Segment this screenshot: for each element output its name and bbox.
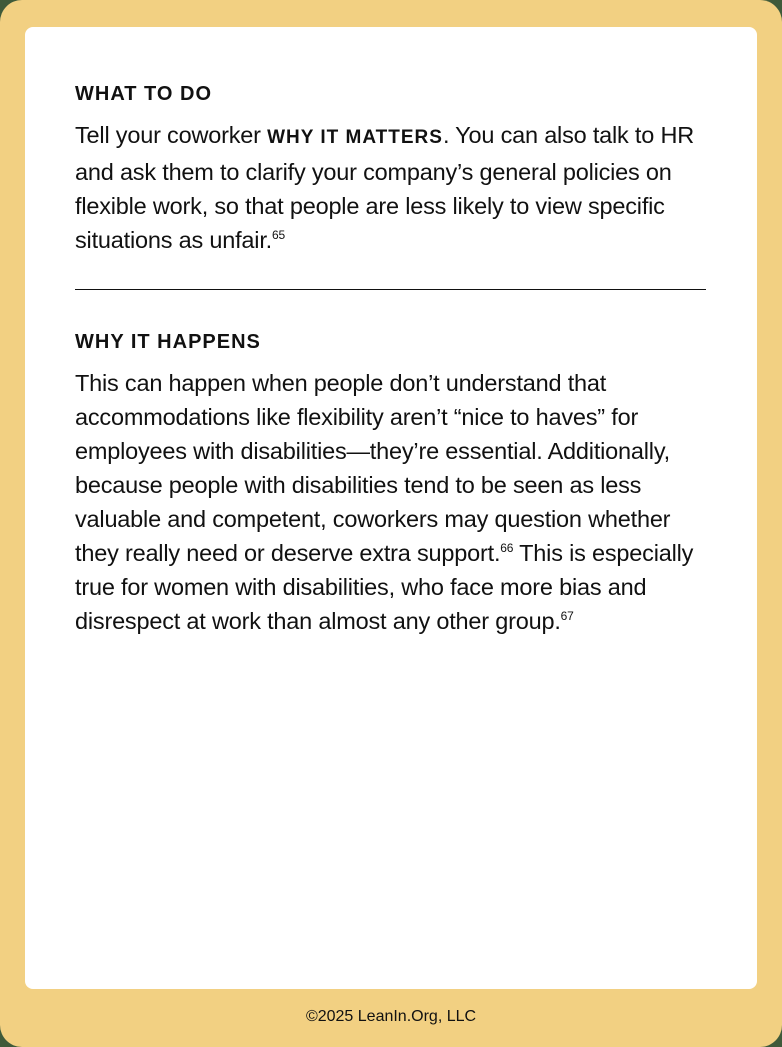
text-segment: Tell your coworker xyxy=(75,122,268,148)
content-card xyxy=(25,27,757,989)
section-divider xyxy=(75,289,706,290)
text-segment: . You can also talk to HR and ask them to clarify your company’s general policies on flexible work, so that people are less likely to view specific situations as unfair. xyxy=(75,122,694,253)
text-segment: This can happen when people don’t understand that accommodations like flexibility aren’t “nice to haves” for employees with disabilities—they’re essential. Additionally, because people with disabilities tend to be seen as less valuable and competent, coworkers may question whether they really need or deserve extra support. xyxy=(75,370,671,566)
what-to-do-text xyxy=(75,118,715,257)
text-segment: This is especially true for women with disabilities, who face more bias and disrespect at work than almost any other group. xyxy=(75,540,694,634)
why-it-happens-section xyxy=(75,331,715,638)
why-it-happens-heading: WHY IT HAPPENS xyxy=(75,331,261,353)
copyright-footer: ©2025 LeanIn.Org, LLC xyxy=(305,1008,477,1025)
what-to-do-section xyxy=(75,83,715,257)
footnote-67: 67 xyxy=(560,609,574,623)
footnote-65: 65 xyxy=(271,228,285,242)
why-it-happens-text xyxy=(75,366,715,638)
why-it-matters-emphasis: WHY IT MATTERS xyxy=(267,127,443,148)
footnote-66: 66 xyxy=(500,541,514,555)
what-to-do-heading: WHAT TO DO xyxy=(75,83,213,105)
